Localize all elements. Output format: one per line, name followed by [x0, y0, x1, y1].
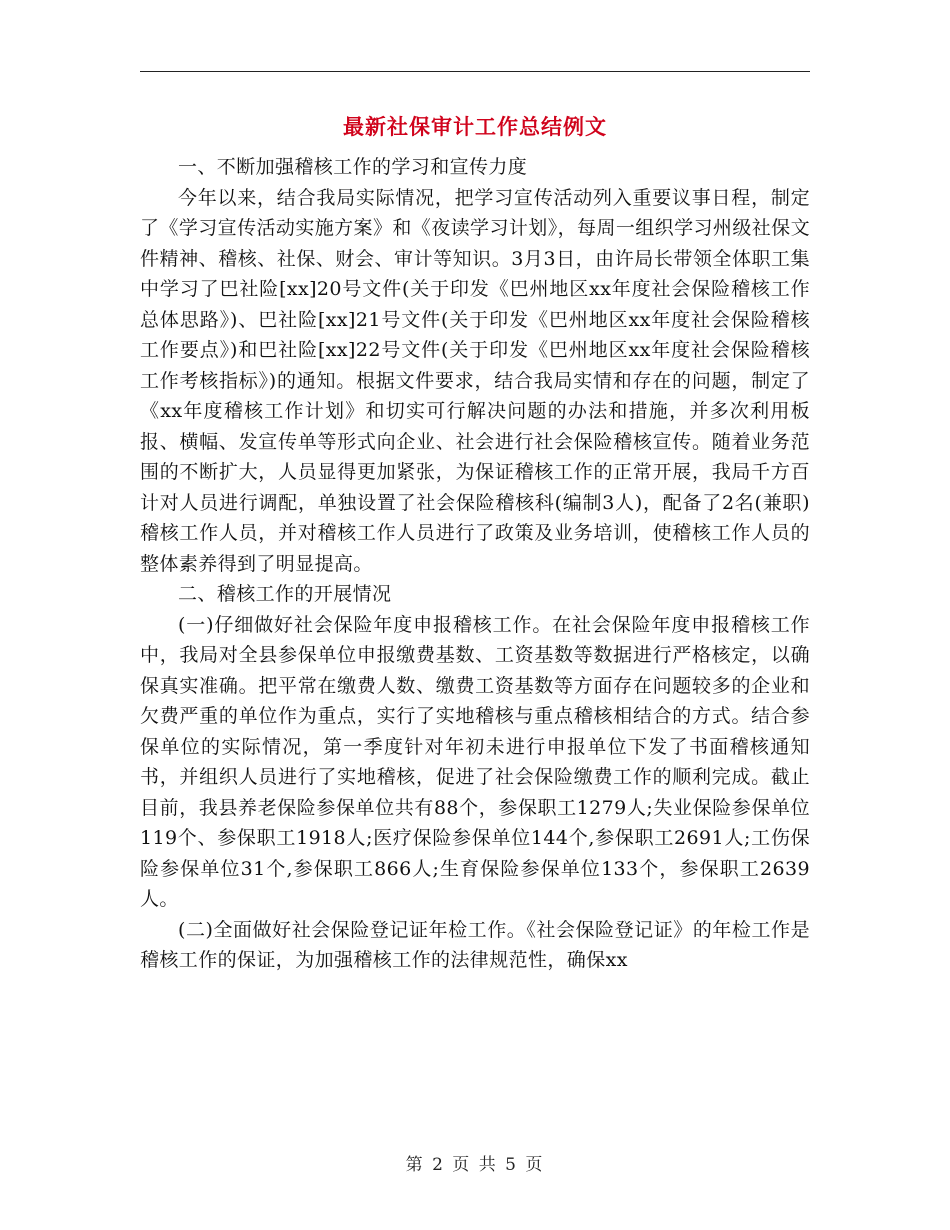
paragraph-annual-declaration: (一)仔细做好社会保险年度申报稽核工作。在社会保险年度申报稽核工作中，我局对全县参保单位申报缴费基数、工资基数等数据进行严格核定，以确保真实准确。把平常在缴费人数、缴费工资基数等方面存在问题较多的企业和欠费严重的单位作为重点，实行了实地稽核与重点稽核相结合的方式。结合参保单位的实际情况，第一季度针对年初未进行申报单位下发了书面稽核通知书，并组织人员进行了实地稽核，促进了社会保险缴费工作的顺利完成。截止目前，我县养老保险参保单位共有88个，参保职工1279人;失业保险参保单位119个、参保职工1918人;医疗保险参保单位144个,参保职工2691人;工伤保险参保单位31个,参保职工866人;生育保险参保单位133个，参保职工2639人。 — [140, 613, 810, 910]
section-heading-1: 一、不断加强稽核工作的学习和宣传力度 — [178, 156, 528, 178]
paragraph-study-publicity: 今年以来，结合我局实际情况，把学习宣传活动列入重要议事日程，制定了《学习宣传活动实施方案》和《夜读学习计划》，每周一组织学习州级社保文件精神、稽核、社保、财会、审计等知识。3月3日，由许局长带领全体职工集中学习了巴社险[xx]20号文件(关于印发《巴州地区xx年度社会保险稽核工作总体思路》)、巴社险[xx]21号文件(关于印发《巴州地区xx年度社会保险稽核工作要点》)和巴社险[xx]22号文件(关于印发《巴州地区xx年度社会保险稽核工作考核指标》)的通知。根据文件要求，结合我局实情和存在的问题，制定了《xx年度稽核工作计划》和切实可行解决问题的办法和措施，并多次利用板报、横幅、发宣传单等形式向企业、社会进行社会保险稽核宣传。随着业务范围的不断扩大，人员显得更加紧张，为保证稽核工作的正常开展，我局千方百计对人员进行调配，单独设置了社会保险稽核科(编制3人)，配备了2名(兼职)稽核工作人员，并对稽核工作人员进行了政策及业务培训，使稽核工作人员的整体素养得到了明显提高。 — [140, 186, 810, 575]
section-heading-2: 二、稽核工作的开展情况 — [178, 583, 392, 605]
page-number: 第 2 页 共 5 页 — [405, 1155, 545, 1175]
document-title: 最新社保审计工作总结例文 — [343, 115, 607, 139]
paragraph-registration-inspection: (二)全面做好社会保险登记证年检工作。《社会保险登记证》的年检工作是稽核工作的保证，为加强稽核工作的法律规范性，确保xx — [140, 918, 810, 971]
document-body — [140, 152, 810, 976]
header-rule — [140, 71, 810, 72]
